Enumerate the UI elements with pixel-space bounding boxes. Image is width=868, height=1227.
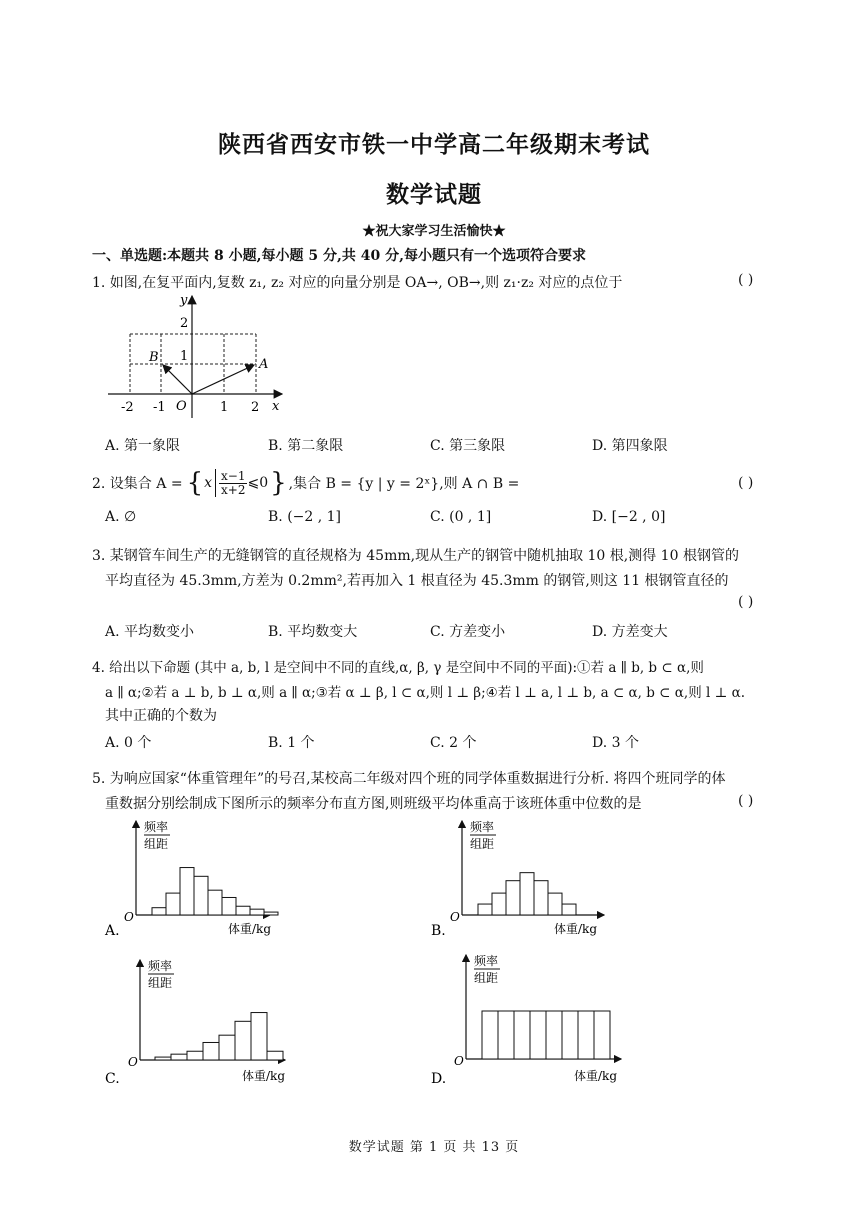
y-label-denominator: 组距 <box>148 976 173 990</box>
histogram-bar <box>187 1051 203 1060</box>
exam-subtitle: 数学试题 <box>386 181 482 208</box>
histogram-bar <box>203 1042 219 1060</box>
q2-fraction-num: x−1 <box>221 468 246 483</box>
q1-option-b[interactable]: B. 第二象限 <box>268 438 344 454</box>
page-footer: 数学试题 第 1 页 共 13 页 <box>348 1140 520 1155</box>
motto: ★祝大家学习生活愉快★ <box>362 224 506 239</box>
histogram-bar <box>219 1035 235 1060</box>
q1-option-c[interactable]: C. 第三象限 <box>430 438 506 454</box>
histogram-d[interactable] <box>426 945 636 1090</box>
histogram-bar <box>578 1011 594 1059</box>
histogram-bar <box>208 890 222 915</box>
question-4-line-1: 4. 给出以下命题 (其中 a, b, l 是空间中不同的直线,α, β, γ 是空间中不同的平面):①若 a ∥ b, b ⊂ α,则 <box>92 660 704 676</box>
origin-label: O <box>124 910 134 924</box>
q1-option-d[interactable]: D. 第四象限 <box>592 438 668 454</box>
histogram-bar <box>264 912 278 915</box>
histogram-bar <box>548 893 562 915</box>
q2-option-d[interactable]: D. [−2 , 0] <box>592 509 666 525</box>
histogram-bar <box>250 909 264 915</box>
y-tick-1: 1 <box>180 349 189 364</box>
q2-option-b[interactable]: B. (−2 , 1] <box>268 509 342 525</box>
histogram-bar <box>506 881 520 915</box>
option-letter: A. <box>105 923 120 939</box>
x-tick-2: 2 <box>251 400 260 415</box>
origin-label: O <box>454 1054 464 1068</box>
x-axis-label: 体重/kg <box>554 922 597 936</box>
histogram-bar <box>155 1057 171 1060</box>
histogram-bar <box>562 1011 578 1059</box>
q2-fraction-den: x+2 <box>221 482 246 497</box>
histogram-bar <box>534 881 548 915</box>
origin-label: O <box>128 1055 138 1069</box>
question-5-answer-paren: ( ) <box>738 793 754 809</box>
option-letter: B. <box>431 923 446 939</box>
q2-text-b: ,集合 B = {y | y = 2ˣ},则 A ∩ B = <box>288 476 520 492</box>
y-label-numerator: 频率 <box>474 954 499 968</box>
histogram-bar <box>236 906 250 915</box>
q3-option-a[interactable]: A. 平均数变小 <box>105 624 195 640</box>
q4-option-a[interactable]: A. 0 个 <box>105 735 152 751</box>
question-2-answer-paren: ( ) <box>738 475 754 491</box>
point-b-label: B <box>149 350 159 365</box>
x-tick-1: 1 <box>220 400 229 415</box>
y-label-numerator: 频率 <box>470 820 495 834</box>
histogram-bar <box>267 1051 283 1060</box>
origin-label: O <box>450 910 460 924</box>
y-label-denominator: 组距 <box>474 971 499 985</box>
histogram-bar <box>251 1013 267 1060</box>
q4-option-d[interactable]: D. 3 个 <box>592 735 639 751</box>
histogram-bar <box>235 1021 251 1060</box>
histogram-c[interactable] <box>100 950 300 1090</box>
histogram-bar <box>520 873 534 915</box>
histogram-bar <box>482 1011 498 1059</box>
histogram-b[interactable] <box>426 815 616 945</box>
histogram-bar <box>514 1011 530 1059</box>
y-label-denominator: 组距 <box>470 837 495 851</box>
q3-option-d[interactable]: D. 方差变大 <box>592 624 668 640</box>
q2-option-c[interactable]: C. (0 , 1] <box>430 509 492 525</box>
question-4-line-2: a ∥ α;②若 a ⊥ b, b ⊥ α,则 a ∥ α;③若 α ⊥ β, l ⊂ α,则 l ⊥ β;④若 l ⊥ a, l ⊥ b, a ⊂ α, b ⊂ α,则 l ⊥ α. <box>105 685 745 701</box>
q2-text-a: 2. 设集合 A = <box>92 476 183 492</box>
y-label-numerator: 频率 <box>144 820 169 834</box>
question-5-line-2: 重数据分别绘制成下图所示的频率分布直方图,则班级平均体重高于该班体重中位数的是 <box>105 796 642 812</box>
q2-condition: ⩽0 <box>247 475 269 491</box>
exam-title: 陕西省西安市铁一中学高二年级期末考试 <box>218 131 650 158</box>
origin-label: O <box>176 399 187 414</box>
vector-oa <box>192 365 254 394</box>
x-axis-label: 体重/kg <box>228 922 271 936</box>
option-letter: D. <box>431 1071 447 1087</box>
vector-ob <box>163 365 192 394</box>
histogram-a[interactable] <box>100 815 290 945</box>
histogram-bar <box>166 893 180 915</box>
x-axis-label: 体重/kg <box>242 1069 285 1083</box>
left-brace: { <box>186 468 204 498</box>
x-axis-label: 体重/kg <box>574 1069 617 1083</box>
set-divider <box>215 469 216 497</box>
question-1-text: 1. 如图,在复平面内,复数 z₁, z₂ 对应的向量分别是 OA→, OB→,则 z₁·z₂ 对应的点位于 <box>92 275 623 291</box>
histogram-bar <box>594 1011 610 1059</box>
histogram-bar <box>152 908 166 915</box>
y-axis-label: y <box>180 293 188 308</box>
y-tick-2: 2 <box>180 316 189 331</box>
histogram-bar <box>478 904 492 915</box>
question-1-answer-paren: ( ) <box>738 272 754 288</box>
histogram-bar <box>180 868 194 915</box>
question-2-text <box>92 467 519 499</box>
q1-option-a[interactable]: A. 第一象限 <box>105 438 181 454</box>
section-heading: 一、单选题:本题共 8 小题,每小题 5 分,共 40 分,每小题只有一个选项符合要求 <box>92 248 586 264</box>
right-brace: } <box>270 468 287 498</box>
q4-option-c[interactable]: C. 2 个 <box>430 735 477 751</box>
point-a-label: A <box>259 357 269 372</box>
q2-option-a[interactable]: A. ∅ <box>105 509 137 525</box>
question-4-line-3: 其中正确的个数为 <box>105 708 217 724</box>
histogram-bar <box>492 893 506 915</box>
q3-option-c[interactable]: C. 方差变小 <box>430 624 506 640</box>
histogram-bar <box>222 897 236 915</box>
q4-option-b[interactable]: B. 1 个 <box>268 735 315 751</box>
question-3-answer-paren: ( ) <box>738 594 754 610</box>
x-tick-neg1: -1 <box>153 400 166 415</box>
histogram-bar <box>171 1054 187 1060</box>
q3-option-b[interactable]: B. 平均数变大 <box>268 624 358 640</box>
histogram-bar <box>546 1011 562 1059</box>
q2-set-var: x <box>204 475 213 491</box>
x-axis-label: x <box>272 399 280 414</box>
histogram-bar <box>498 1011 514 1059</box>
x-tick-neg2: -2 <box>121 400 134 415</box>
histogram-bar <box>530 1011 546 1059</box>
question-3-line-2: 平均直径为 45.3mm,方差为 0.2mm²,若再加入 1 根直径为 45.3mm 的钢管,则这 11 根钢管直径的 <box>105 573 729 589</box>
question-5-line-1: 5. 为响应国家“体重管理年”的号召,某校高二年级对四个班的同学体重数据进行分析. 将四个班同学的体 <box>92 771 726 787</box>
y-label-numerator: 频率 <box>148 959 173 973</box>
question-3-line-1: 3. 某钢管车间生产的无缝钢管的直径规格为 45mm,现从生产的钢管中随机抽取 10 根,测得 10 根钢管的 <box>92 548 739 564</box>
complex-plane-figure <box>100 290 300 420</box>
histogram-bar <box>194 876 208 915</box>
histogram-bar <box>562 904 576 915</box>
q2-fraction <box>219 470 247 497</box>
option-letter: C. <box>105 1071 120 1087</box>
y-label-denominator: 组距 <box>144 837 169 851</box>
